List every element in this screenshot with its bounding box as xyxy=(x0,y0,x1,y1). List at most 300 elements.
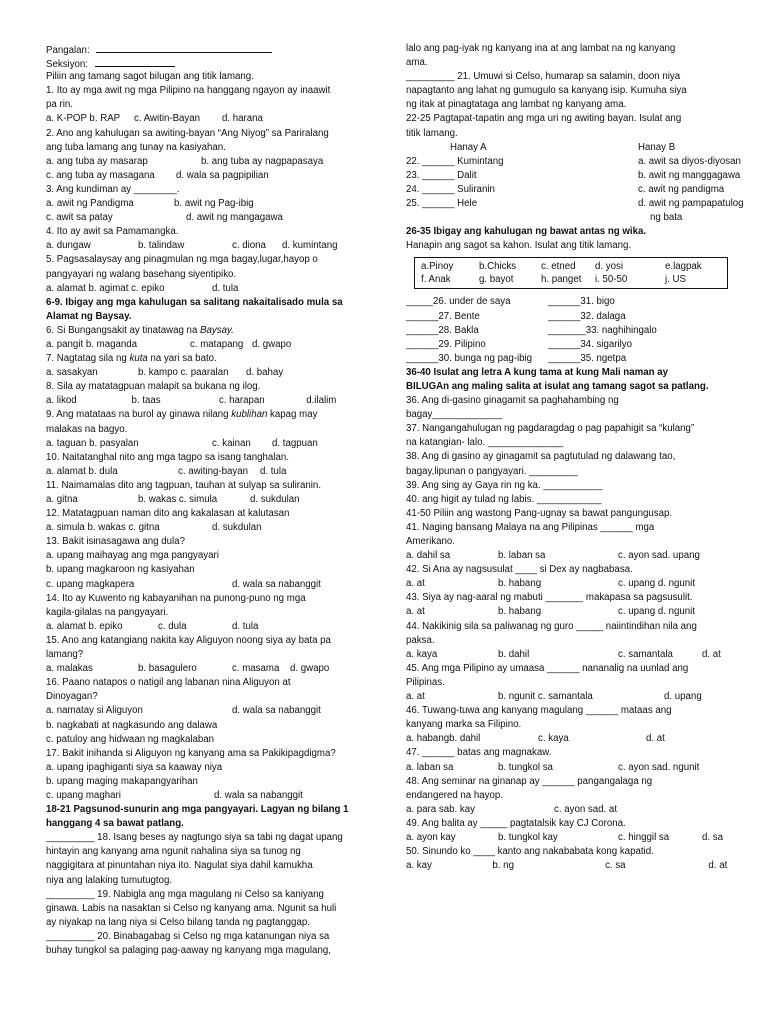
question-text xyxy=(406,591,746,605)
question-text xyxy=(46,592,362,606)
question-text xyxy=(46,676,362,690)
choices-row xyxy=(421,260,721,273)
question-text xyxy=(406,56,746,70)
choice: e.lagpak xyxy=(665,261,702,273)
question-text xyxy=(46,324,362,338)
answer-options xyxy=(46,112,362,126)
hanay-a-item: 25. ______ Hele xyxy=(406,198,478,210)
text-segment: buhay tungkol sa palaging pag-aaway ng kanyang mga magulang, xyxy=(46,945,331,956)
text-segment: _________ 20. Binabagabag si Celso ng mga katanungan niya sa xyxy=(46,930,330,942)
answer-options xyxy=(406,803,746,817)
question-text xyxy=(46,845,362,859)
text-segment: 6-9. Ibigay ang mga kahulugan sa salitang nakaitalisado mula sa xyxy=(46,296,343,308)
hanay-a-heading: Hanay A xyxy=(450,141,487,153)
answer-option[interactable]: b. taas xyxy=(131,395,161,407)
answer-option[interactable]: a. gitna xyxy=(46,494,78,505)
question-text xyxy=(406,42,746,56)
answer-option[interactable]: c. samantala xyxy=(618,648,673,660)
text-segment: BILUGAn ang maling salita at isulat ang tamang sagot sa patlang. xyxy=(406,380,709,392)
section-heading xyxy=(46,803,362,817)
text-segment: 47. ______ batas ang magnakaw. xyxy=(406,747,552,759)
answer-option[interactable]: d.ilalim xyxy=(306,395,337,407)
section-heading xyxy=(406,380,746,394)
question-text xyxy=(46,127,362,141)
question-text xyxy=(406,535,746,549)
right-questions-top xyxy=(406,42,746,141)
matching-row xyxy=(406,183,744,197)
section-heading xyxy=(46,817,362,831)
question-text xyxy=(406,493,746,507)
text-segment: b. nagkabati at nagkasundo ang dalawa xyxy=(46,719,218,731)
answer-option[interactable]: b. dahil xyxy=(498,648,530,660)
question-text xyxy=(406,746,746,760)
question-text xyxy=(46,253,362,267)
question-text xyxy=(406,775,746,789)
answer-options xyxy=(46,662,362,676)
answer-option[interactable]: d. tula xyxy=(260,465,287,477)
text-segment: bagay,lipunan o pangyayari. _________ xyxy=(406,465,578,477)
answer-options xyxy=(46,366,362,380)
question-text xyxy=(46,930,362,944)
answer-choices-box xyxy=(414,257,728,289)
hanay-b-heading: Hanay B xyxy=(638,141,676,153)
question-text xyxy=(406,817,746,831)
text-segment: Piliin ang tamang sagot bilugan ang titik lamang. xyxy=(46,71,254,83)
question-text xyxy=(406,521,746,535)
answer-option[interactable]: c. upang d. ngunit xyxy=(618,578,696,590)
text-segment: kanyang marka sa Filipino. xyxy=(406,719,522,731)
answer-options xyxy=(46,578,362,592)
choice: b.Chicks xyxy=(479,261,517,273)
item-left: ______30. bunga ng pag-ibig xyxy=(406,352,533,364)
answer-option[interactable]: a. awit ng Pandigma xyxy=(46,198,134,210)
answer-option[interactable]: a. alamat b. epiko xyxy=(46,620,123,632)
answer-option[interactable]: a. at xyxy=(406,578,425,590)
matching-row xyxy=(406,155,744,169)
hanay-b-item: c. awit ng pandigma xyxy=(638,183,725,195)
text-segment: 40. ang higit ay tulad ng labis. ____________ xyxy=(406,493,602,505)
hanay-a-item: 24. ______ Suliranin xyxy=(406,183,495,195)
question-text xyxy=(46,888,362,902)
answer-option[interactable]: d. sa xyxy=(702,831,724,843)
answer-option[interactable]: a. pangit b. maganda xyxy=(46,338,138,350)
answer-option[interactable]: c. upang d. ngunit xyxy=(618,606,696,618)
section-26-instructions: Hanapin ang sagot sa kahon. Isulat ang titik lamang. xyxy=(406,240,632,252)
text-segment: na katangian- lalo. ______________ xyxy=(406,437,564,449)
text-segment: 8. Sila ay matatagpuan malapit sa bukana ng ilog. xyxy=(46,381,261,393)
text-segment: 12. Matatagpuan naman dito ang kakalasan at kalutasan xyxy=(46,508,290,520)
answer-options xyxy=(406,648,746,662)
text-segment: 39. Ang sing ay Gaya rin ng ka. ___________ xyxy=(406,479,603,491)
text-segment: _________ 18. Isang beses ay nagtungo siya sa tabi ng dagat upang xyxy=(46,832,343,844)
text-segment: 15. Ano ang katangiang nakita kay Aliguyon noong siya ay bata pa xyxy=(46,634,331,646)
list-item xyxy=(406,295,657,309)
answer-option[interactable]: c. awiting-bayan xyxy=(178,465,249,477)
question-text xyxy=(406,450,746,464)
text-segment: a. upang ipaghiganti siya sa kaaway niya xyxy=(46,761,223,773)
text-segment: 16. Paano natapos o natigil ang labanan nina Aliguyon at xyxy=(46,677,291,689)
text-segment: ay niyakap na lang niya si Celso bilang tanda ng pagtanggap. xyxy=(46,916,310,928)
section-label: Seksiyon: xyxy=(46,59,88,71)
answer-option[interactable]: b. laban sa xyxy=(498,550,546,562)
answer-option[interactable]: d. tagpuan xyxy=(272,437,318,449)
answer-option[interactable]: d. wala sa nabanggit xyxy=(232,705,321,717)
text-segment: 36-40 Isulat ang letra A kung tama at kung Mali naman ay xyxy=(406,366,668,378)
text-segment: Amerikano. xyxy=(406,536,455,547)
question-text xyxy=(406,676,746,690)
question-text xyxy=(406,620,746,634)
answer-options xyxy=(406,605,746,619)
item-right: ______31. bigo xyxy=(548,296,615,308)
answer-option[interactable]: b. habang xyxy=(498,606,542,618)
question-text xyxy=(46,84,362,98)
question-text xyxy=(46,761,362,775)
text-segment: bagay_____________ xyxy=(406,409,503,421)
text-segment: 46. Tuwang-tuwa ang kanyang magulang ______ mataas ang xyxy=(406,705,672,717)
answer-option[interactable]: d. wala sa nabanggit xyxy=(232,578,321,590)
question-text xyxy=(46,944,362,958)
answer-options xyxy=(46,197,362,211)
answer-option[interactable]: c. ayon sad. ngunit xyxy=(618,761,700,773)
answer-option[interactable]: d. awit ng mangagawa xyxy=(186,212,283,224)
text-segment: paksa. xyxy=(406,634,435,646)
text-segment: _________ 19. Nabigla ang mga magulang ni Celso sa kaniyang xyxy=(46,888,324,900)
hanay-a-item: 23. ______ Dalit xyxy=(406,169,477,181)
answer-option[interactable]: c. ayon sad. upang xyxy=(618,550,700,562)
text-segment: 38. Ang di gasino ay ginagamit sa pagtutulad ng dalawang tao, xyxy=(406,451,676,463)
text-segment: lalo ang pag-iyak ng kanyang ina at ang lambat na ng kanyang xyxy=(406,43,676,54)
answer-option[interactable]: d. gwapo xyxy=(252,338,292,350)
answer-option[interactable]: d. at xyxy=(708,860,728,872)
answer-options xyxy=(46,789,362,803)
question-text xyxy=(46,423,362,437)
text-segment: 43. Siya ay nag-aaral ng mabuti _______ makapasa sa pagsusulit. xyxy=(406,592,693,604)
answer-option[interactable]: a. ayon kay xyxy=(406,831,456,843)
question-text xyxy=(46,535,362,549)
right-questions-bottom xyxy=(406,366,746,873)
answer-option[interactable]: d. upang xyxy=(664,691,702,703)
question-text xyxy=(46,380,362,394)
choice: j. US xyxy=(665,274,686,286)
answer-option[interactable]: a. likod xyxy=(46,395,77,407)
answer-option[interactable]: b. kampo c. paaralan xyxy=(138,367,229,379)
text-segment: 45. Ang mga Pilipino ay umaasa ______ nananalig na uunlad ang xyxy=(406,662,689,674)
choice: a.Pinoy xyxy=(421,261,454,273)
section-heading xyxy=(46,296,362,310)
answer-options xyxy=(46,155,362,169)
answer-option[interactable]: c. diona xyxy=(232,240,266,252)
text-segment: Alamat ng Baysay. xyxy=(46,310,132,322)
question-text xyxy=(406,704,746,718)
answer-option[interactable]: c. awit sa patay xyxy=(46,212,113,224)
question-text xyxy=(46,648,362,662)
section-blank[interactable] xyxy=(95,56,175,67)
question-text xyxy=(46,268,362,282)
answer-option[interactable]: c. masama xyxy=(232,663,280,675)
question-text xyxy=(46,634,362,648)
text-segment: 5. Pagsasalaysay ang pinagmulan ng mga bagay,lugar,hayop o xyxy=(46,254,318,266)
text-segment: napagtanto ang lahat ng gumugulo sa kanyang isip. Kumuha siya xyxy=(406,85,687,97)
name-blank[interactable] xyxy=(96,42,272,53)
question-text xyxy=(406,845,746,859)
hanay-a-item xyxy=(406,211,638,225)
item-right: ______34. sigarilyo xyxy=(548,338,633,350)
answer-options xyxy=(406,831,746,845)
answer-option[interactable]: a. K-POP b. RAP xyxy=(46,113,121,125)
list-item xyxy=(406,324,657,338)
answer-option[interactable]: b. tungkol sa xyxy=(498,761,553,773)
question-text xyxy=(406,563,746,577)
question-text xyxy=(46,690,362,704)
text-segment: 36. Ang di-gasino ginagamit sa paghahambing ng xyxy=(406,395,619,407)
answer-options xyxy=(406,549,746,563)
choice: f. Anak xyxy=(421,274,451,286)
section-heading xyxy=(406,366,746,380)
answer-option[interactable]: b. wakas c. simula xyxy=(138,494,218,505)
answer-option[interactable]: d. at xyxy=(646,733,665,745)
question-text xyxy=(46,874,362,888)
answer-option[interactable]: c. harapan xyxy=(218,395,265,407)
answer-option[interactable]: b. ngunit c. samantala xyxy=(498,691,593,703)
item-left: _____26. under de saya xyxy=(406,296,511,308)
answer-option[interactable]: d. at xyxy=(702,648,721,660)
answer-options xyxy=(46,239,362,253)
question-text xyxy=(406,422,746,436)
answer-options xyxy=(46,394,362,408)
answer-option[interactable]: a. sasakyan xyxy=(46,367,98,379)
question-text xyxy=(46,408,362,422)
question-text xyxy=(46,859,362,873)
question-text xyxy=(46,70,362,84)
answer-option[interactable]: d. tula xyxy=(212,282,239,294)
section-26-items xyxy=(406,295,657,365)
text-segment: malakas na bagyo. xyxy=(46,423,128,435)
text-segment: 18-21 Pagsunod-sunurin ang mga pangyayari. Lagyan ng bilang 1 xyxy=(46,804,349,816)
question-text xyxy=(46,902,362,916)
italic-word: kuta xyxy=(129,353,148,365)
answer-options xyxy=(406,761,746,775)
question-text xyxy=(46,719,362,733)
text-segment: b. upang magkaroon ng kasiyahan xyxy=(46,564,195,576)
answer-options xyxy=(406,690,746,704)
text-segment: hanggang 4 sa bawat patlang. xyxy=(46,818,184,830)
answer-options xyxy=(46,493,362,507)
question-text xyxy=(46,352,362,366)
answer-option[interactable]: a. taguan b. pasyalan xyxy=(46,437,139,449)
text-segment: 41. Naging bansang Malaya na ang Pilipinas ______ mga xyxy=(406,521,655,533)
question-text xyxy=(46,549,362,563)
answer-option[interactable]: b. habang xyxy=(498,578,542,590)
answer-option[interactable]: c. sa xyxy=(605,860,626,872)
item-left: ______27. Bente xyxy=(406,310,480,322)
question-text xyxy=(406,789,746,803)
question-text xyxy=(46,451,362,465)
text-segment: 4. Ito ay awit sa Pamamangka. xyxy=(46,226,179,238)
answer-option[interactable]: d. harana xyxy=(222,113,263,125)
question-text xyxy=(406,394,746,408)
answer-option[interactable]: c. upang magkapera xyxy=(46,578,135,590)
question-text xyxy=(46,775,362,789)
choice: g. bayot xyxy=(479,274,514,286)
hanay-b-item: d. awit ng pampapatulog xyxy=(638,198,744,210)
answer-option[interactable]: c. dula xyxy=(158,620,187,632)
answer-option[interactable]: a. ang tuba ay masarap xyxy=(46,155,148,167)
text-segment: pangyayari ng walang basehang siyentipiko. xyxy=(46,268,237,280)
italic-word: kublihan xyxy=(231,409,268,421)
question-text xyxy=(46,507,362,521)
hanay-a-item: 22. ______ Kumintang xyxy=(406,155,504,167)
text-segment: c. patuloy ang hidwaan ng magkalaban xyxy=(46,733,215,745)
answer-option[interactable]: b. awit ng Pag-ibig xyxy=(174,198,254,210)
text-segment: _________ 21. Umuwi si Celso, humarap sa salamin, doon niya xyxy=(406,71,681,83)
answer-option[interactable]: a. dahil sa xyxy=(406,550,451,562)
question-text xyxy=(406,479,746,493)
list-item xyxy=(406,310,657,324)
item-left: ______28. Bakla xyxy=(406,324,479,336)
answer-option[interactable]: a. at xyxy=(406,606,425,618)
text-segment: kapag may xyxy=(267,409,318,421)
answer-option[interactable]: d. tula xyxy=(232,620,259,632)
text-segment: naggigitara at pinuntahan niya ito. Nagulat siya dahil kamukha xyxy=(46,860,313,872)
text-segment: 9. Ang matataas na burol ay ginawa nilang xyxy=(46,409,232,421)
text-segment: 41-50 Piliin ang wastong Pang-ugnay sa bawat pangungusap. xyxy=(406,507,673,519)
text-segment: hintayin ang kanyang ama ngunit nahalina siya sa tunog ng xyxy=(46,846,301,858)
question-text xyxy=(46,831,362,845)
text-segment: ama. xyxy=(406,57,428,69)
answer-option[interactable]: c. ayon sad. at xyxy=(554,803,618,815)
answer-option[interactable]: a. habangb. dahil xyxy=(406,733,481,745)
question-text xyxy=(406,408,746,422)
text-segment: Dinoyagan? xyxy=(46,691,98,703)
answer-option[interactable]: a. laban sa xyxy=(406,761,454,773)
answer-option[interactable]: b. talindaw xyxy=(138,240,185,252)
question-text xyxy=(46,98,362,112)
hanay-b-item: ng bata xyxy=(650,212,683,224)
question-text xyxy=(406,70,746,84)
text-segment: ginawa. Labis na nasaktan si Celso ng kanyang ama. Ngunit sa huli xyxy=(46,902,337,914)
text-segment: lamang? xyxy=(46,649,84,661)
name-label: Pangalan: xyxy=(46,45,90,56)
answer-option[interactable]: a. simula b. wakas c. gitna xyxy=(46,522,160,534)
answer-option[interactable]: a. at xyxy=(406,691,425,703)
item-left: ______29. Pilipino xyxy=(406,338,486,350)
answer-option[interactable]: a. para sab. kay xyxy=(406,803,475,815)
list-item xyxy=(406,352,657,366)
answer-option[interactable]: b. ang tuba ay nagpapasaya xyxy=(201,155,324,167)
answer-option[interactable]: a. malakas xyxy=(46,663,93,675)
text-segment: 22-25 Pagtapat-tapatin ang mga uri ng awiting bayan. Isulat ang xyxy=(406,113,682,125)
answer-options xyxy=(46,169,362,183)
answer-option[interactable]: a. kay xyxy=(406,860,432,872)
text-segment: 17. Bakit inihanda si Aliguyon ng kanyang ama sa Pakikipagdigma? xyxy=(46,747,336,759)
text-segment: 44. Nakikinig sila sa paliwanag ng guro _____ naiintindihan nila ang xyxy=(406,620,697,632)
hanay-b-item: a. awit sa diyos-diyosan xyxy=(638,155,741,167)
text-segment: ng itak at pinagtataga ang lambat ng kanyang ama. xyxy=(406,99,627,111)
answer-option[interactable]: c. Awitin-Bayan xyxy=(134,113,201,125)
answer-option[interactable]: a. dungaw xyxy=(46,240,91,252)
answer-options xyxy=(46,437,362,451)
question-text xyxy=(406,436,746,450)
answer-options xyxy=(46,282,362,296)
answer-option[interactable]: b. tungkol kay xyxy=(498,831,558,843)
answer-option[interactable]: d. gwapo xyxy=(290,663,330,675)
text-segment: 2. Ano ang kahulugan sa awiting-bayan “Ang Niyog” sa Pariralang xyxy=(46,127,329,139)
answer-options xyxy=(406,859,746,873)
answer-option[interactable]: c. hinggil sa xyxy=(618,831,670,843)
answer-options xyxy=(46,704,362,718)
left-column xyxy=(46,42,362,958)
text-segment: 11. Naimamalas dito ang tagpuan, tauhan at sulyap sa suliranin. xyxy=(46,479,322,491)
answer-option[interactable]: c. kainan xyxy=(212,437,251,449)
section-line xyxy=(46,56,362,70)
answer-option[interactable]: d. bahay xyxy=(246,367,284,379)
matching-header xyxy=(406,141,744,155)
answer-option[interactable]: d. wala sa pagpipilian xyxy=(176,169,269,181)
text-segment: a. upang maihayag ang mga pangyayari xyxy=(46,550,219,562)
answer-option[interactable]: c. matapang xyxy=(190,338,244,350)
text-segment: niya ang lalaking tumutugtog. xyxy=(46,874,173,886)
question-text xyxy=(406,662,746,676)
section-26-title: 26-35 Ibigay ang kahulugan ng bawat antas ng wika. xyxy=(406,226,647,238)
answer-option[interactable]: d. sukdulan xyxy=(250,494,300,505)
answer-options xyxy=(46,521,362,535)
question-text xyxy=(46,606,362,620)
answer-options xyxy=(46,620,362,634)
answer-option[interactable]: b. ng xyxy=(492,860,514,872)
answer-option[interactable]: d. wala sa nabanggit xyxy=(214,789,303,801)
question-text xyxy=(46,183,362,197)
text-segment: titik lamang. xyxy=(406,127,458,139)
text-segment: na yari sa bato. xyxy=(147,353,217,365)
text-segment: 10. Naitatanghal nito ang mga tagpo sa isang tanghalan. xyxy=(46,451,289,463)
answer-option[interactable]: c. ang tuba ay masagana xyxy=(46,169,155,181)
question-text xyxy=(406,84,746,98)
section-heading xyxy=(46,310,362,324)
text-segment: kagila-gilalas na pangyayari. xyxy=(46,606,169,618)
answer-options xyxy=(46,465,362,479)
question-text xyxy=(46,141,362,155)
answer-option[interactable]: c. upang maghari xyxy=(46,789,121,801)
answer-option[interactable]: a. alamat b. dula xyxy=(46,465,118,477)
text-segment: b. upang maging makapangyarihan xyxy=(46,775,198,787)
choice: d. yosi xyxy=(595,261,623,273)
choices-row xyxy=(421,273,721,286)
choice: h. panget xyxy=(541,274,582,286)
item-right: ______35. ngetpa xyxy=(548,352,627,364)
answer-option[interactable]: a. alamat b. agimat c. epiko xyxy=(46,282,165,294)
text-segment: 50. Sinundo ko ____ kanto ang nakababata kong kapatid. xyxy=(406,846,654,858)
answer-option[interactable]: b. basagulero xyxy=(138,663,197,675)
text-segment: 3. Ang kundiman ay ________. xyxy=(46,183,180,195)
text-segment: 48. Ang seminar na ginanap ay ______ pangangalaga ng xyxy=(406,775,653,787)
text-segment: 49. Ang balita ay _____ pagtatalsik kay CJ Corona. xyxy=(406,817,626,829)
text-segment: ang tuba lamang ang tunay na kasiyahan. xyxy=(46,141,226,153)
question-text xyxy=(406,98,746,112)
hanay-b-item: b. awit ng manggagawa xyxy=(638,169,741,181)
text-segment: 14. Ito ay Kuwento ng kabayanihan na punong-puno ng mga xyxy=(46,592,306,604)
answer-options xyxy=(46,211,362,225)
text-segment: endangered na hayop. xyxy=(406,789,503,801)
answer-option[interactable]: d. kumintang xyxy=(282,240,338,252)
answer-option[interactable]: a. namatay si Aliguyon xyxy=(46,705,143,717)
answer-option[interactable]: d. sukdulan xyxy=(212,522,262,534)
name-line xyxy=(46,42,362,56)
question-text xyxy=(406,465,746,479)
text-segment: Pilipinas. xyxy=(406,676,445,688)
answer-option[interactable]: a. kaya xyxy=(406,648,438,660)
answer-option[interactable]: c. kaya xyxy=(538,733,569,745)
answer-options xyxy=(406,732,746,746)
